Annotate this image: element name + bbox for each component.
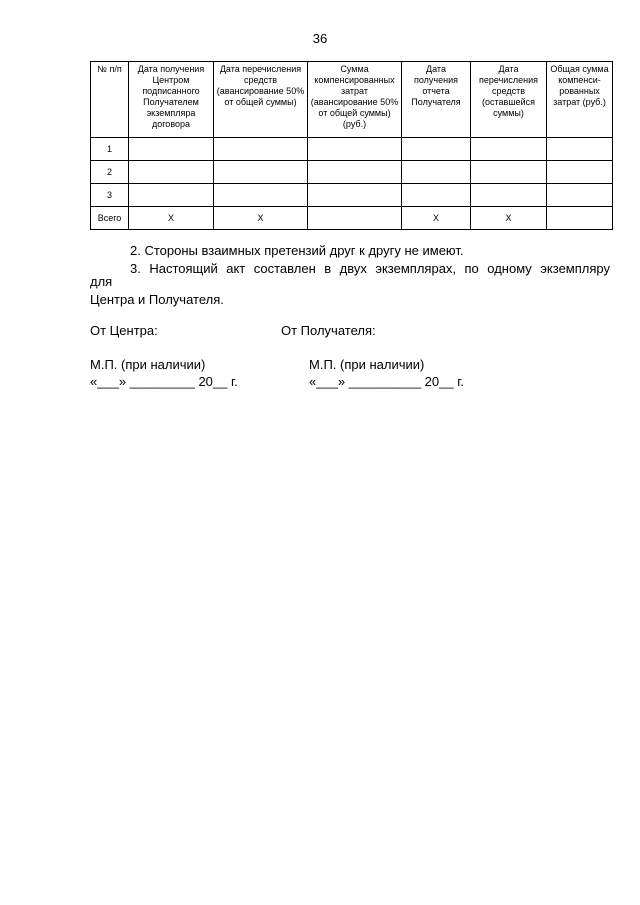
- table-cell: [402, 161, 471, 184]
- table-cell: [308, 161, 402, 184]
- table-cell: [547, 184, 613, 207]
- table-cell: [471, 138, 547, 161]
- header-total-sum: Общая сумма компенси-рованных затрат (руб.): [547, 62, 613, 138]
- center-date-line: «___» _________ 20__ г.: [90, 374, 238, 389]
- table-cell: Х: [471, 207, 547, 230]
- paragraph-3-line-3: Центра и Получателя.: [90, 292, 224, 307]
- center-stamp-note: М.П. (при наличии): [90, 357, 206, 372]
- table-cell: [308, 207, 402, 230]
- payments-table: [90, 61, 613, 230]
- header-advance-sum: Сумма компенсированных затрат (авансирование 50% от общей суммы) (руб.): [308, 62, 402, 138]
- table-cell: [547, 161, 613, 184]
- table-cell: [214, 184, 308, 207]
- header-number: № п/п: [91, 62, 129, 138]
- center-signature-label: От Центра:: [90, 323, 158, 338]
- table-cell: Х: [129, 207, 214, 230]
- table-total-row: [91, 207, 613, 230]
- table-cell: [402, 138, 471, 161]
- table-cell: 1: [91, 138, 129, 161]
- table-cell: [308, 138, 402, 161]
- paragraph-3-line-2: для: [90, 274, 113, 289]
- table-cell: [547, 138, 613, 161]
- table-cell: [214, 138, 308, 161]
- header-advance-transfer-date: Дата перечисления средств (авансирование 50% от общей суммы): [214, 62, 308, 138]
- table-cell: [129, 184, 214, 207]
- table-cell: [471, 161, 547, 184]
- header-contract-date: Дата получения Центром подписанного Получателем экземпляра договора: [129, 62, 214, 138]
- recipient-date-line: «___» __________ 20__ г.: [309, 374, 464, 389]
- paragraph-2: 2. Стороны взаимных претензий друг к другу не имеют.: [130, 243, 464, 258]
- table-cell: [308, 184, 402, 207]
- table-cell: 3: [91, 184, 129, 207]
- table-cell: [129, 138, 214, 161]
- table-cell: [129, 161, 214, 184]
- table-cell: Х: [402, 207, 471, 230]
- recipient-stamp-note: М.П. (при наличии): [309, 357, 425, 372]
- recipient-signature-label: От Получателя:: [281, 323, 376, 338]
- table-cell: Х: [214, 207, 308, 230]
- table-cell: Всего: [91, 207, 129, 230]
- table-cell: 2: [91, 161, 129, 184]
- table-row: [91, 184, 613, 207]
- table-header-row: [91, 62, 613, 138]
- table-cell: [471, 184, 547, 207]
- table-row: [91, 161, 613, 184]
- table-row: [91, 138, 613, 161]
- table-cell: [214, 161, 308, 184]
- paragraph-3-line-1: 3. Настоящий акт составлен в двух экземплярах, по одному экземпляру: [130, 261, 610, 276]
- table-cell: [547, 207, 613, 230]
- page-number: 36: [312, 31, 328, 46]
- header-report-date: Дата получения отчета Получателя: [402, 62, 471, 138]
- header-remaining-transfer-date: Дата перечисления средств (оставшейся суммы): [471, 62, 547, 138]
- table-cell: [402, 184, 471, 207]
